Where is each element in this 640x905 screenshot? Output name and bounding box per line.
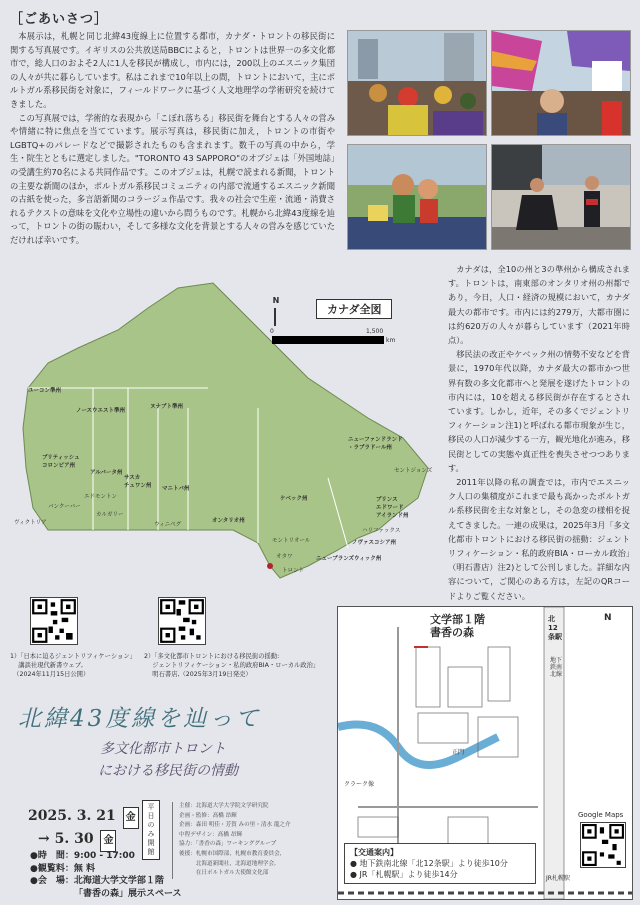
clark-label: クラーク像: [344, 781, 375, 788]
transit-line2: ● JR「札幌駅」より徒歩14分: [350, 870, 458, 879]
reference-2: 2）「多文化都市トロントにおける移民街の揺動: ジェントリフィケーション・私的政府BIA・ローカル政治」 明石書店,（2025年3月19日発売）: [144, 653, 320, 678]
north-arrow-line: [274, 308, 276, 326]
credit-line: 企画・監修：髙橋 昂輝: [179, 812, 237, 819]
label-newfoundland: ニューファンドランド ・ラブラドール州: [348, 437, 403, 451]
campus-map[interactable]: [337, 606, 633, 900]
transit-title: 【交通案内】: [350, 848, 398, 857]
city-montreal: モントリオール: [272, 538, 311, 544]
greeting-para2: この写真展では，学術的な表現から「こぼれ落ちる」移民街を舞台とする人々の営みや情緒に特に焦点を当てています。展示写真は，移民街に加え，トロントの市街やLGBTQ+のパレードなどで撮影されたものも含まれます。数千の写真の中から，学生・院生とともに選定しました。"TORONTO 43 SAPPORO"のオブジェは「外国地誌」の受講生約70名による共同作品です。このオブジェは，札幌で読まれる新聞，トロントの主要な新聞のほか，ポルトガル系移民コミュニティの内部で流通するエスニック新聞の古紙を使った，多言語新聞のコラージュ作品です。我々の社会で生産・流通・消費されるテクストの意味を文化や立場性の違いから問うものです。札幌から北緯43度線を辿って，トロントの街の賑わい，そして多様な文化を背景とする人々の営みを感じていただければ幸いです。: [10, 112, 335, 245]
label-nova-scotia: ノヴァスコシア州: [352, 540, 396, 546]
greeting-section: [10, 8, 335, 248]
date-end-day: 金: [100, 830, 116, 852]
label-nunavut: ヌナブト準州: [150, 404, 184, 410]
city-victoria: ヴィクトリア: [14, 520, 47, 526]
photo-street-festival: [347, 144, 487, 250]
city-halifax: ハリファックス: [362, 528, 401, 534]
photo-parade-crowd: [347, 30, 487, 136]
event-dates: [28, 806, 141, 852]
canada-description: [448, 262, 630, 603]
label-yukon: ユーコン準州: [28, 388, 62, 394]
date-start: 3. 21: [76, 808, 116, 824]
station-label: JR札幌駅: [546, 875, 570, 882]
qr-code-2[interactable]: [158, 597, 206, 645]
map-scale-bar: [272, 336, 384, 344]
venue-value-2: 「書香の森」展示スペース: [74, 888, 182, 899]
transit-info: [344, 843, 536, 884]
city-edmonton: エドモントン: [84, 494, 118, 500]
venue-label: ●会 場：: [30, 876, 74, 886]
date-arrow: →: [38, 831, 50, 847]
subway-label: 地下鉄南北線: [550, 657, 563, 678]
label-bc: ブリティッシュ コロンビア州: [42, 455, 80, 469]
credit-line: 北海道新聞社，北海道地理学会,: [179, 860, 276, 867]
credit-line: 中程デザイン：髙橋 昂輝: [179, 831, 242, 838]
credit-line: 主催：北海道大学大学院文学研究院: [179, 803, 269, 809]
canada-para1: カナダは，全10の州と3の準州から構成されます。トロントは，南東部のオンタリオ州の州都であり，今日，人口・経済の規模において，カナダ最大の都市です。市内には約279万，大都市圏には約620万の人々が暮らしています（2021年時点）。: [448, 264, 630, 346]
city-calgary: カルガリー: [96, 512, 124, 518]
city-vancouver: バンクーバー: [48, 504, 81, 510]
toronto-dot: [267, 563, 273, 569]
event-title-main: 北緯43度線を辿って: [18, 706, 262, 732]
scale-max: 1,500: [366, 328, 384, 335]
label-alberta: アルバータ州: [90, 470, 123, 476]
credit-line: 後援：札幌市国際部，札幌市教育委員会,: [179, 850, 282, 857]
hours-value: 9:00 - 17:00: [73, 851, 135, 861]
greeting-para1: 本展示は，札幌と同じ北緯43度線上に位置する都市，カナダ・トロントの移民街に関する写真展です。イギリスの公共放送局BBCによると，トロントは世界一の多文化都市で，総人口のおよそ2人に1人を移民が構成し，市内には，200以上のエスニック集団の人々が共に暮らしています。私はこれまで10年以上の間，トロントにおいて，主にポルトガル系移民街を対象に，フィールドワークに基づく人文地理学の学術研究を続けてきました。: [10, 31, 336, 109]
transit-line1: ● 地下鉄南北線「北12条駅」より徒歩10分: [350, 859, 508, 868]
credits: [172, 802, 291, 879]
credit-line: 企画：森田 明佳・芳賀 みの里・清水 龍之介: [179, 822, 291, 829]
map-north-arrow: N: [272, 296, 280, 305]
destination-line1: 文学部１階: [430, 613, 485, 626]
date-end: 5. 30: [54, 831, 94, 847]
label-new-brunswick: ニューブランズウィック州: [316, 556, 382, 562]
label-ontario: オンタリオ州: [212, 518, 245, 524]
city-toronto: トロント: [282, 568, 305, 574]
scale-zero: 0: [270, 328, 274, 335]
destination-line2: 書香の森: [430, 626, 474, 639]
greeting-title: ［ごあいさつ］: [10, 12, 109, 27]
label-saskatchewan: サスカ チュワン州: [124, 475, 152, 489]
label-nwt: ノースウエスト準州: [76, 408, 126, 414]
credit-line: 在日ポルトガル大使館文化部: [179, 870, 269, 877]
fee-label: ●観覧料：: [30, 863, 74, 874]
event-subtitle: [100, 738, 238, 782]
qr-code-1[interactable]: [30, 597, 78, 645]
campus-north-icon: N: [604, 613, 612, 623]
event-info: [30, 850, 182, 900]
label-quebec: ケベック州: [280, 496, 308, 502]
city-winnipeg: ウィニペグ: [154, 522, 182, 528]
campus-destination: [430, 613, 485, 639]
photo-pride-flags: [491, 30, 631, 136]
scale-unit: km: [386, 337, 396, 344]
event-subtitle-line1: 多文化都市トロント: [100, 741, 226, 757]
date-start-day: 金: [123, 807, 139, 829]
credit-line: 協力：「書香の森」ワーキンググループ: [179, 841, 277, 848]
reference-1: 1）「日本に迫るジェントリフィケーション」 講談社現代新書ウェブ, （2024年11月15日公開）: [10, 653, 136, 678]
gate-label: 正門: [452, 749, 465, 756]
canada-para3: 2011年以降の私の調査では，市内でエスニック人口の集積度がこれまで最も高かったポルトガル系移民街を主な対象とし，その急変の様相を捉えてきました。一連の成果は，2025年3月「多文化都市トロントにおける移民街の揺動：ジェントリフィケーション・私的政府BIA・ローカル政治」（明石書店）注2)として公刊しました。詳細な内容について，ご関心のある方は，左記のQRコードよりご覧ください。: [448, 477, 630, 601]
google-maps-qr[interactable]: [580, 822, 626, 868]
google-maps-label[interactable]: Google Maps: [578, 811, 624, 819]
event-subtitle-line2: における移民街の情動: [98, 763, 238, 779]
venue-value: 北海道大学文学部１階: [73, 876, 164, 886]
label-manitoba: マニトバ州: [162, 486, 190, 492]
date-year: 2025.: [28, 808, 72, 824]
street-label: 北12条駅: [548, 615, 562, 641]
map-title: カナダ全図: [316, 299, 392, 319]
city-st-johns: セントジョンズ: [394, 468, 433, 474]
fee-value: 無 料: [73, 863, 95, 874]
hours-label: ●時 間：: [30, 851, 74, 861]
photo-folk-dancers: [491, 144, 631, 250]
weekday-note: 平日のみ開館: [142, 800, 160, 860]
label-pei: プリンス エドワード アイランド州: [376, 497, 409, 519]
canada-para2: 移民法の改正やケベック州の情勢不安などを背景に，1970年代以降，カナダ最大の都市かつ世界有数の多文化都市へと発展を遂げたトロントの市内には，10を超える移民街が存在するとされています。しかし，近年，その多くでジェントリフィケーション注1)と呼ばれる都市現象が生じ，移民の人口が減少する一方，観光地化が進み，移民街としての実態や真正性を喪失させつつあります。: [448, 349, 630, 473]
city-ottawa: オタワ: [276, 554, 293, 560]
